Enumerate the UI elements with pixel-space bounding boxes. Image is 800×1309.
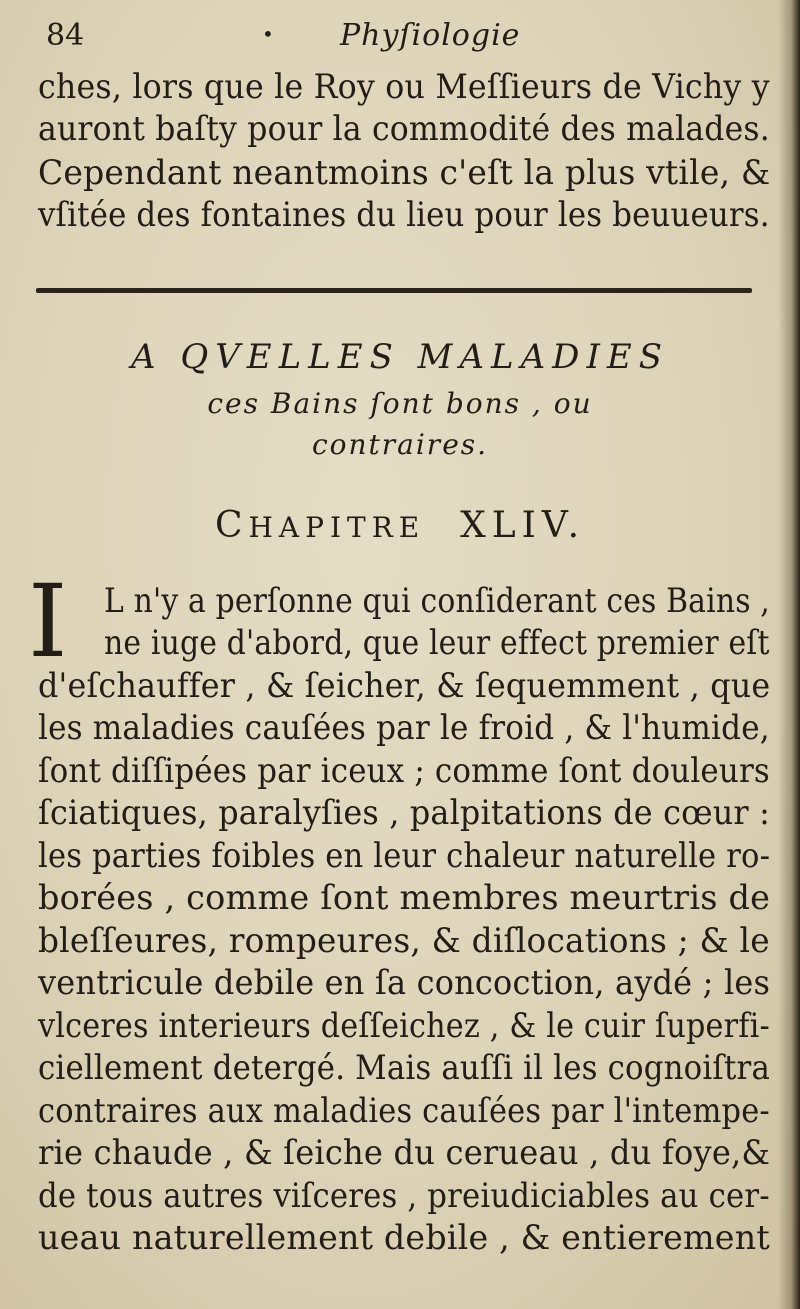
page-header xyxy=(40,18,760,62)
text-line: L n'y a perſonne qui conſiderant ces Bains , xyxy=(104,581,770,621)
binding-gutter-shadow xyxy=(778,0,800,1309)
text-line: contraires aux maladies cauſées par l'intempe- xyxy=(38,1091,770,1131)
section-title-line: A QVELLES MALADIES xyxy=(131,337,669,377)
chapter-number: XLIV. xyxy=(460,505,586,546)
chapter-heading xyxy=(0,505,800,546)
chapter-word-rest: HAPITRE xyxy=(248,511,426,544)
drop-cap: I xyxy=(28,563,68,680)
section-title-line: contraires. xyxy=(311,428,489,461)
text-line: ventricule debile en ſa concoction, aydé ; les xyxy=(38,963,771,1003)
chapter-word-initial: C xyxy=(214,505,249,546)
text-line: auront baſty pour la commodité des malades. xyxy=(38,109,770,149)
text-line: ches, lors que le Roy ou Meſſieurs de Vichy y xyxy=(38,67,770,107)
text-line: bleſſeures, rompeures, & diſlocations ; & le xyxy=(38,921,770,961)
header-ornament: • xyxy=(262,22,274,46)
text-line: rie chaude , & ſeiche du cerueau , du foye,& xyxy=(38,1133,771,1173)
text-line: borées , comme ſont membres meurtris de xyxy=(38,878,771,918)
text-line: ſciatiques, paralyſies , palpitations de cœur : xyxy=(38,793,771,833)
text-line: de tous autres viſceres , preiudiciables au cer- xyxy=(38,1176,770,1216)
text-line: les maladies cauſées par le froid , & l'humide, xyxy=(38,708,770,748)
page-number: 84 xyxy=(46,18,85,53)
section-title-line: ces Bains ſont bons , ou xyxy=(207,387,593,420)
text-line: les parties foibles en leur chaleur naturelle ro- xyxy=(38,836,771,876)
text-line: Cependant neantmoins c'eſt la plus vtile, & xyxy=(38,153,771,193)
text-line: ciellement detergé. Mais auſſi il les cognoiſtra xyxy=(38,1048,770,1088)
horizontal-rule xyxy=(36,288,752,293)
text-line: vſitée des fontaines du lieu pour les beuueurs. xyxy=(38,195,770,235)
text-line: ne iuge d'abord, que leur effect premier eſt xyxy=(104,623,770,663)
text-line: ſont diſſipées par iceux ; comme ſont douleurs xyxy=(38,751,770,791)
text-line: vlceres interieurs deſſeichez , & le cuir ſuperfi- xyxy=(38,1006,770,1046)
text-line: ueau naturellement debile , & entierement xyxy=(38,1218,770,1258)
running-head: Phyſiologie xyxy=(340,18,521,53)
text-line: d'eſchauffer , & ſeicher, & ſequemment , que xyxy=(38,666,771,706)
